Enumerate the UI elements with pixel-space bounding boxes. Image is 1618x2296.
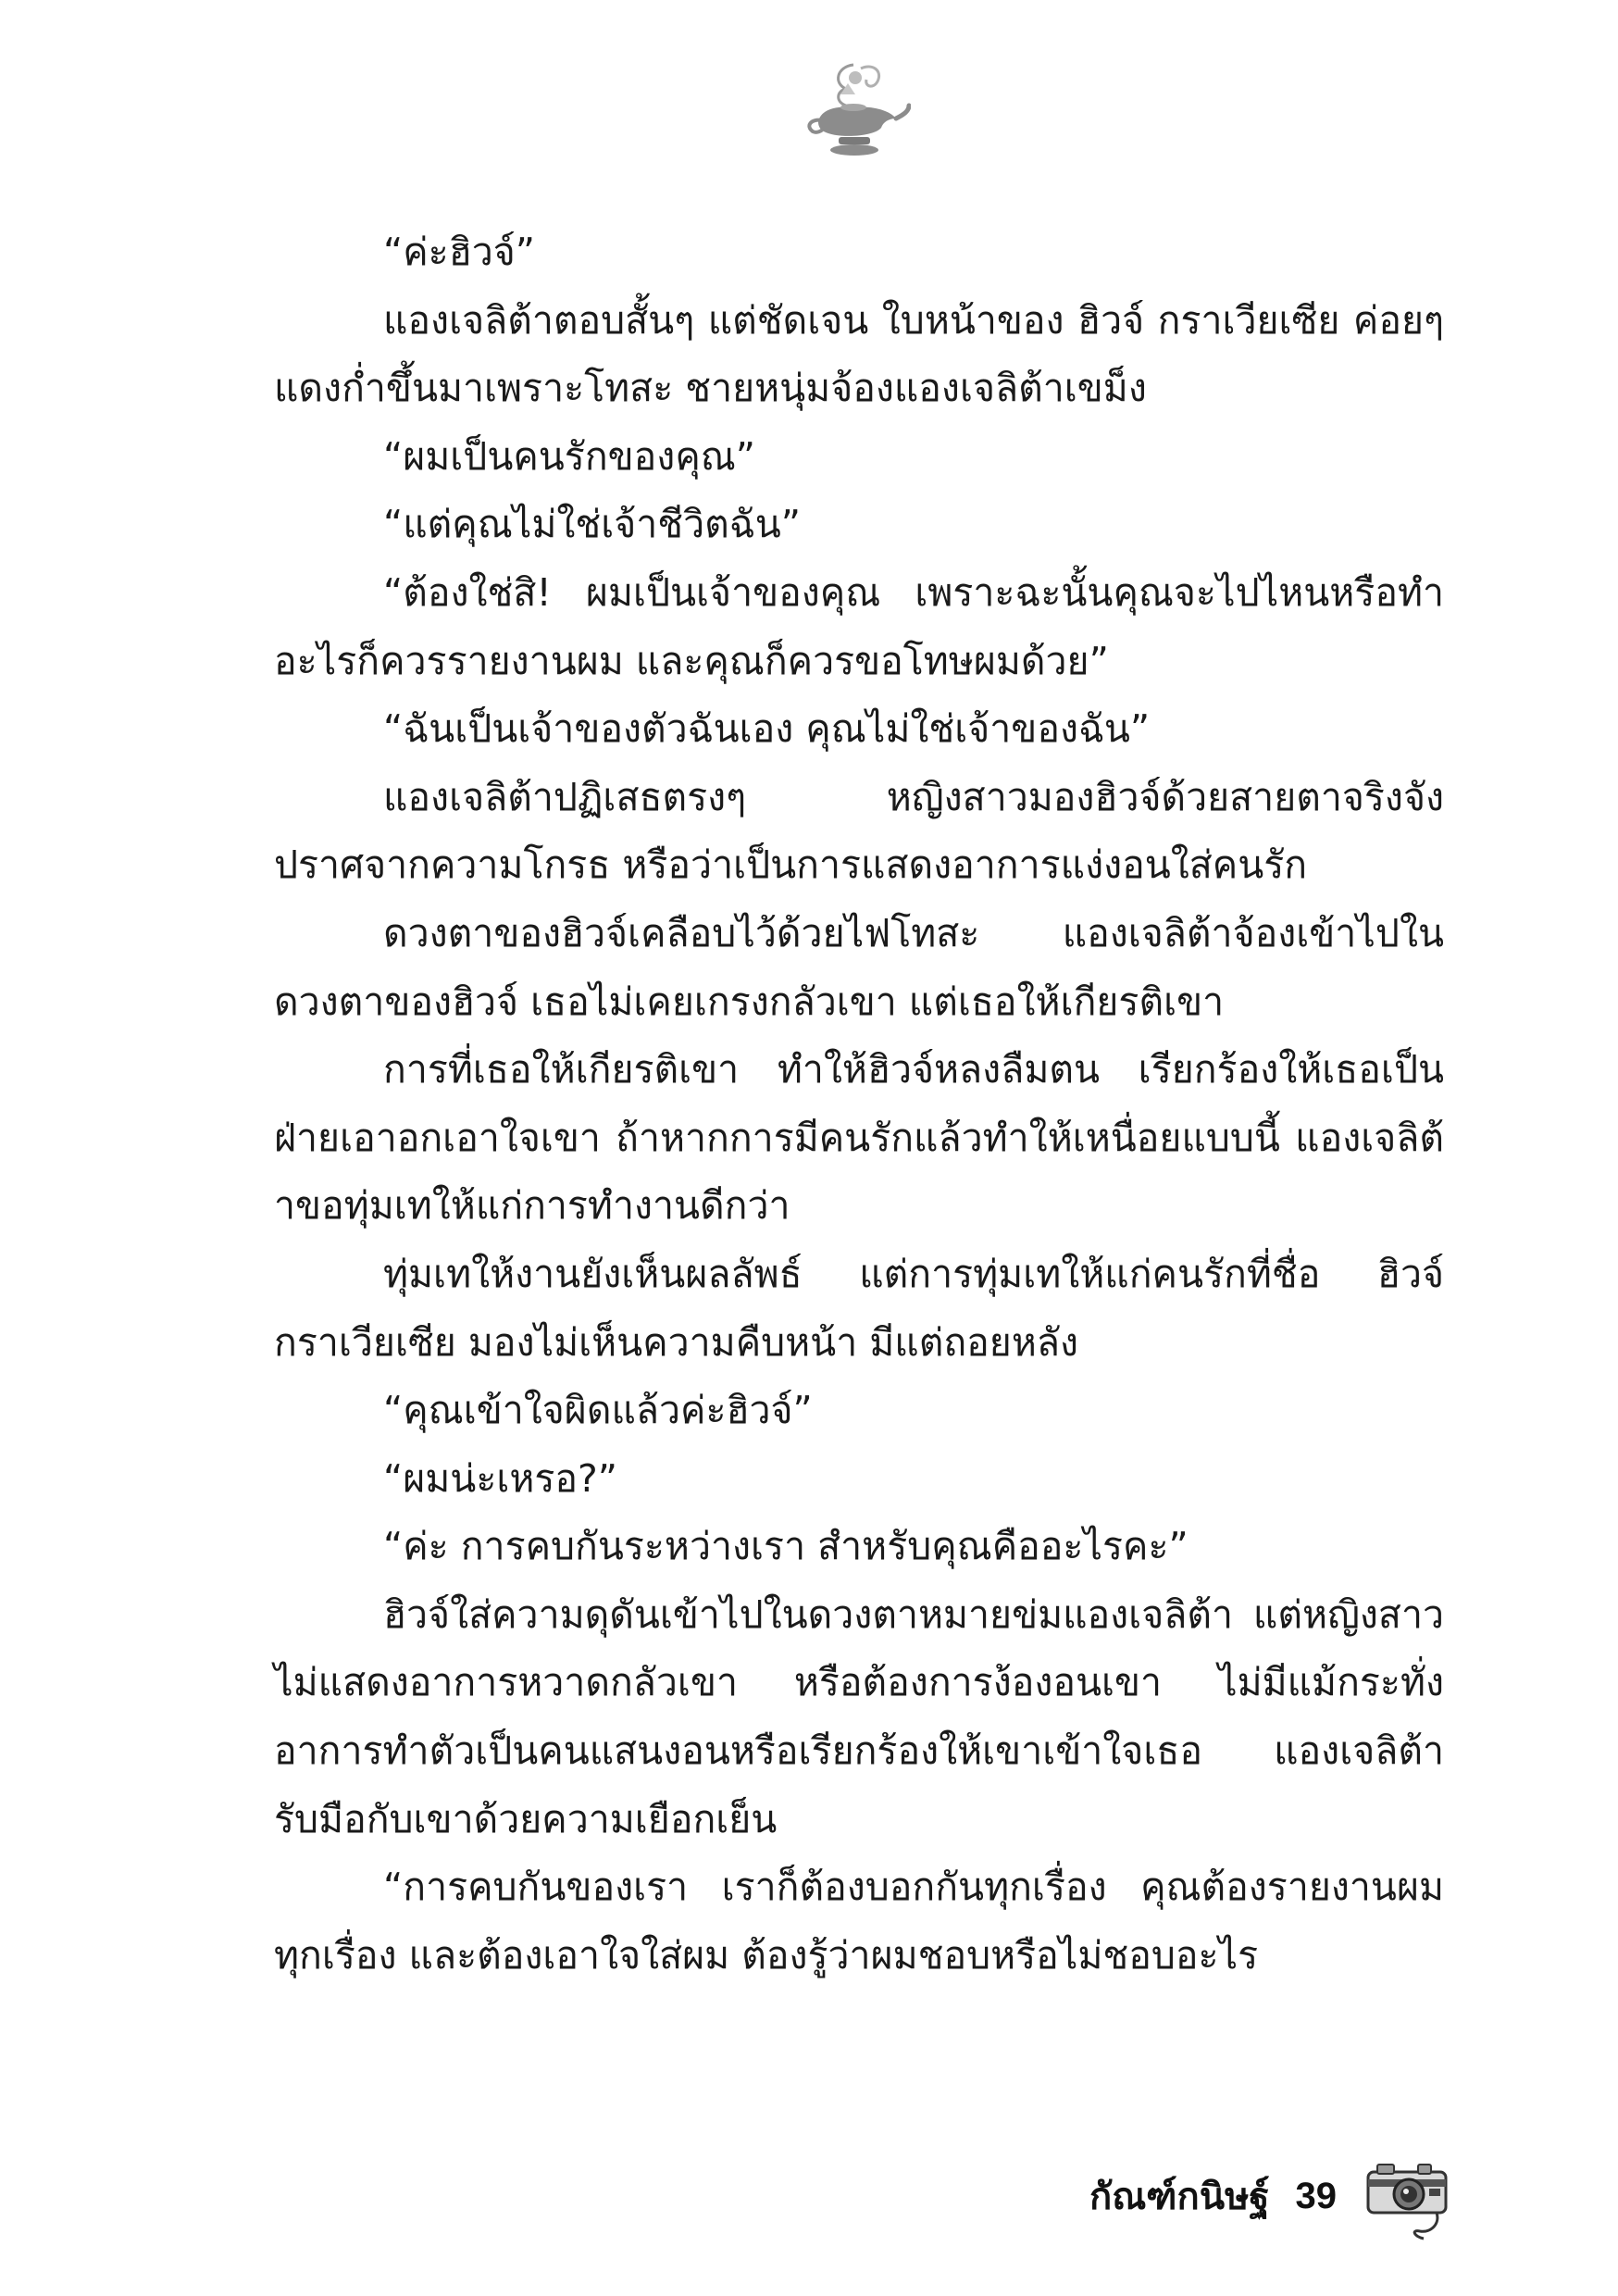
paragraph: ทุ่มเทให้งานยังเห็นผลลัพธ์ แต่การทุ่มเทให้แก่คนรักที่ชื่อ ฮิวจ์ กราเวียเซีย มองไม่เห็นความคืบหน้า มีแต่ถอยหลัง [274, 1251, 1444, 1365]
paragraph: “ต้องใช่สิ! ผมเป็นเจ้าของคุณ เพราะฉะนั้นคุณจะไปไหนหรือทำอะไรก็ควรรายงานผม และคุณก็ควรขอโทษผมด้วย” [274, 569, 1444, 683]
paragraph: “ค่ะฮิวจ์” [383, 230, 535, 274]
paragraph: “แต่คุณไม่ใช่เจ้าชีวิตฉัน” [383, 502, 801, 547]
genie-lamp-icon [800, 57, 911, 159]
paragraph: “การคบกันของเรา เราก็ต้องบอกกันทุกเรื่อง คุณต้องรายงานผมทุกเรื่อง และต้องเอาใจใส่ผม ต้องรู้ว่าผมชอบหรือไม่ชอบอะไร [274, 1865, 1444, 1978]
paragraph: ฮิวจ์ใส่ความดุดันเข้าไปในดวงตาหมายข่มแองเจลิต้า แต่หญิงสาวไม่แสดงอาการหวาดกลัวเขา หรือต้องการง้องอนเขา ไม่มีแม้กระทั่งอาการทำตัวเป็นคนแสนงอนหรือเรียกร้องให้เขาเข้าใจเธอ แองเจลิต้ารับมือกับเขาด้วยความเยือกเย็น [274, 1591, 1444, 1841]
paragraph: แองเจลิต้าตอบสั้นๆ แต่ชัดเจน ใบหน้าของ ฮิวจ์ กราเวียเซีย ค่อยๆ แดงก่ำขึ้นมาเพราะโทสะ ชายหนุ่มจ้องแองเจลิต้าเขม็ง [274, 297, 1444, 411]
paragraph: “ผมน่ะเหรอ?” [383, 1455, 618, 1501]
page-number: 39 [1295, 2175, 1337, 2216]
paragraph: แองเจลิต้าปฏิเสธตรงๆ หญิงสาวมองฮิวจ์ด้วยสายตาจริงจัง ปราศจากความโกรธ หรือว่าเป็นการแสดงอาการแง่งอนใส่คนรัก [274, 774, 1444, 888]
paragraph: “คุณเข้าใจผิดแล้วค่ะฮิวจ์” [383, 1388, 813, 1433]
paragraph: “ผมเป็นคนรักของคุณ” [383, 433, 756, 479]
page-footer [1089, 2152, 1451, 2240]
camera-icon [1363, 2152, 1451, 2240]
paragraph: ดวงตาของฮิวจ์เคลือบไว้ด้วยไฟโทสะ แองเจลิต้าจ้องเข้าไปในดวงตาของฮิวจ์ เธอไม่เคยเกรงกลัวเขา แต่เธอให้เกียรติเขา [274, 910, 1444, 1024]
book-title: กัณฑ์กนิษฐ์ [1089, 2176, 1270, 2218]
paragraph: “ฉันเป็นเจ้าของตัวฉันเอง คุณไม่ใช่เจ้าของฉัน” [383, 706, 1151, 752]
paragraph: การที่เธอให้เกียรติเขา ทำให้ฮิวจ์หลงลืมตน เรียกร้องให้เธอเป็นฝ่ายเอาอกเอาใจเขา ถ้าหากการมีคนรักแล้วทำให้เหนื่อยแบบนี้ แองเจลิต้าขอทุ่มเทให้แก่การทำงานดีกว่า [274, 1047, 1444, 1229]
paragraph: “ค่ะ การคบกันระหว่างเรา สำหรับคุณคืออะไรคะ” [383, 1524, 1189, 1569]
story-body [274, 218, 1444, 1990]
